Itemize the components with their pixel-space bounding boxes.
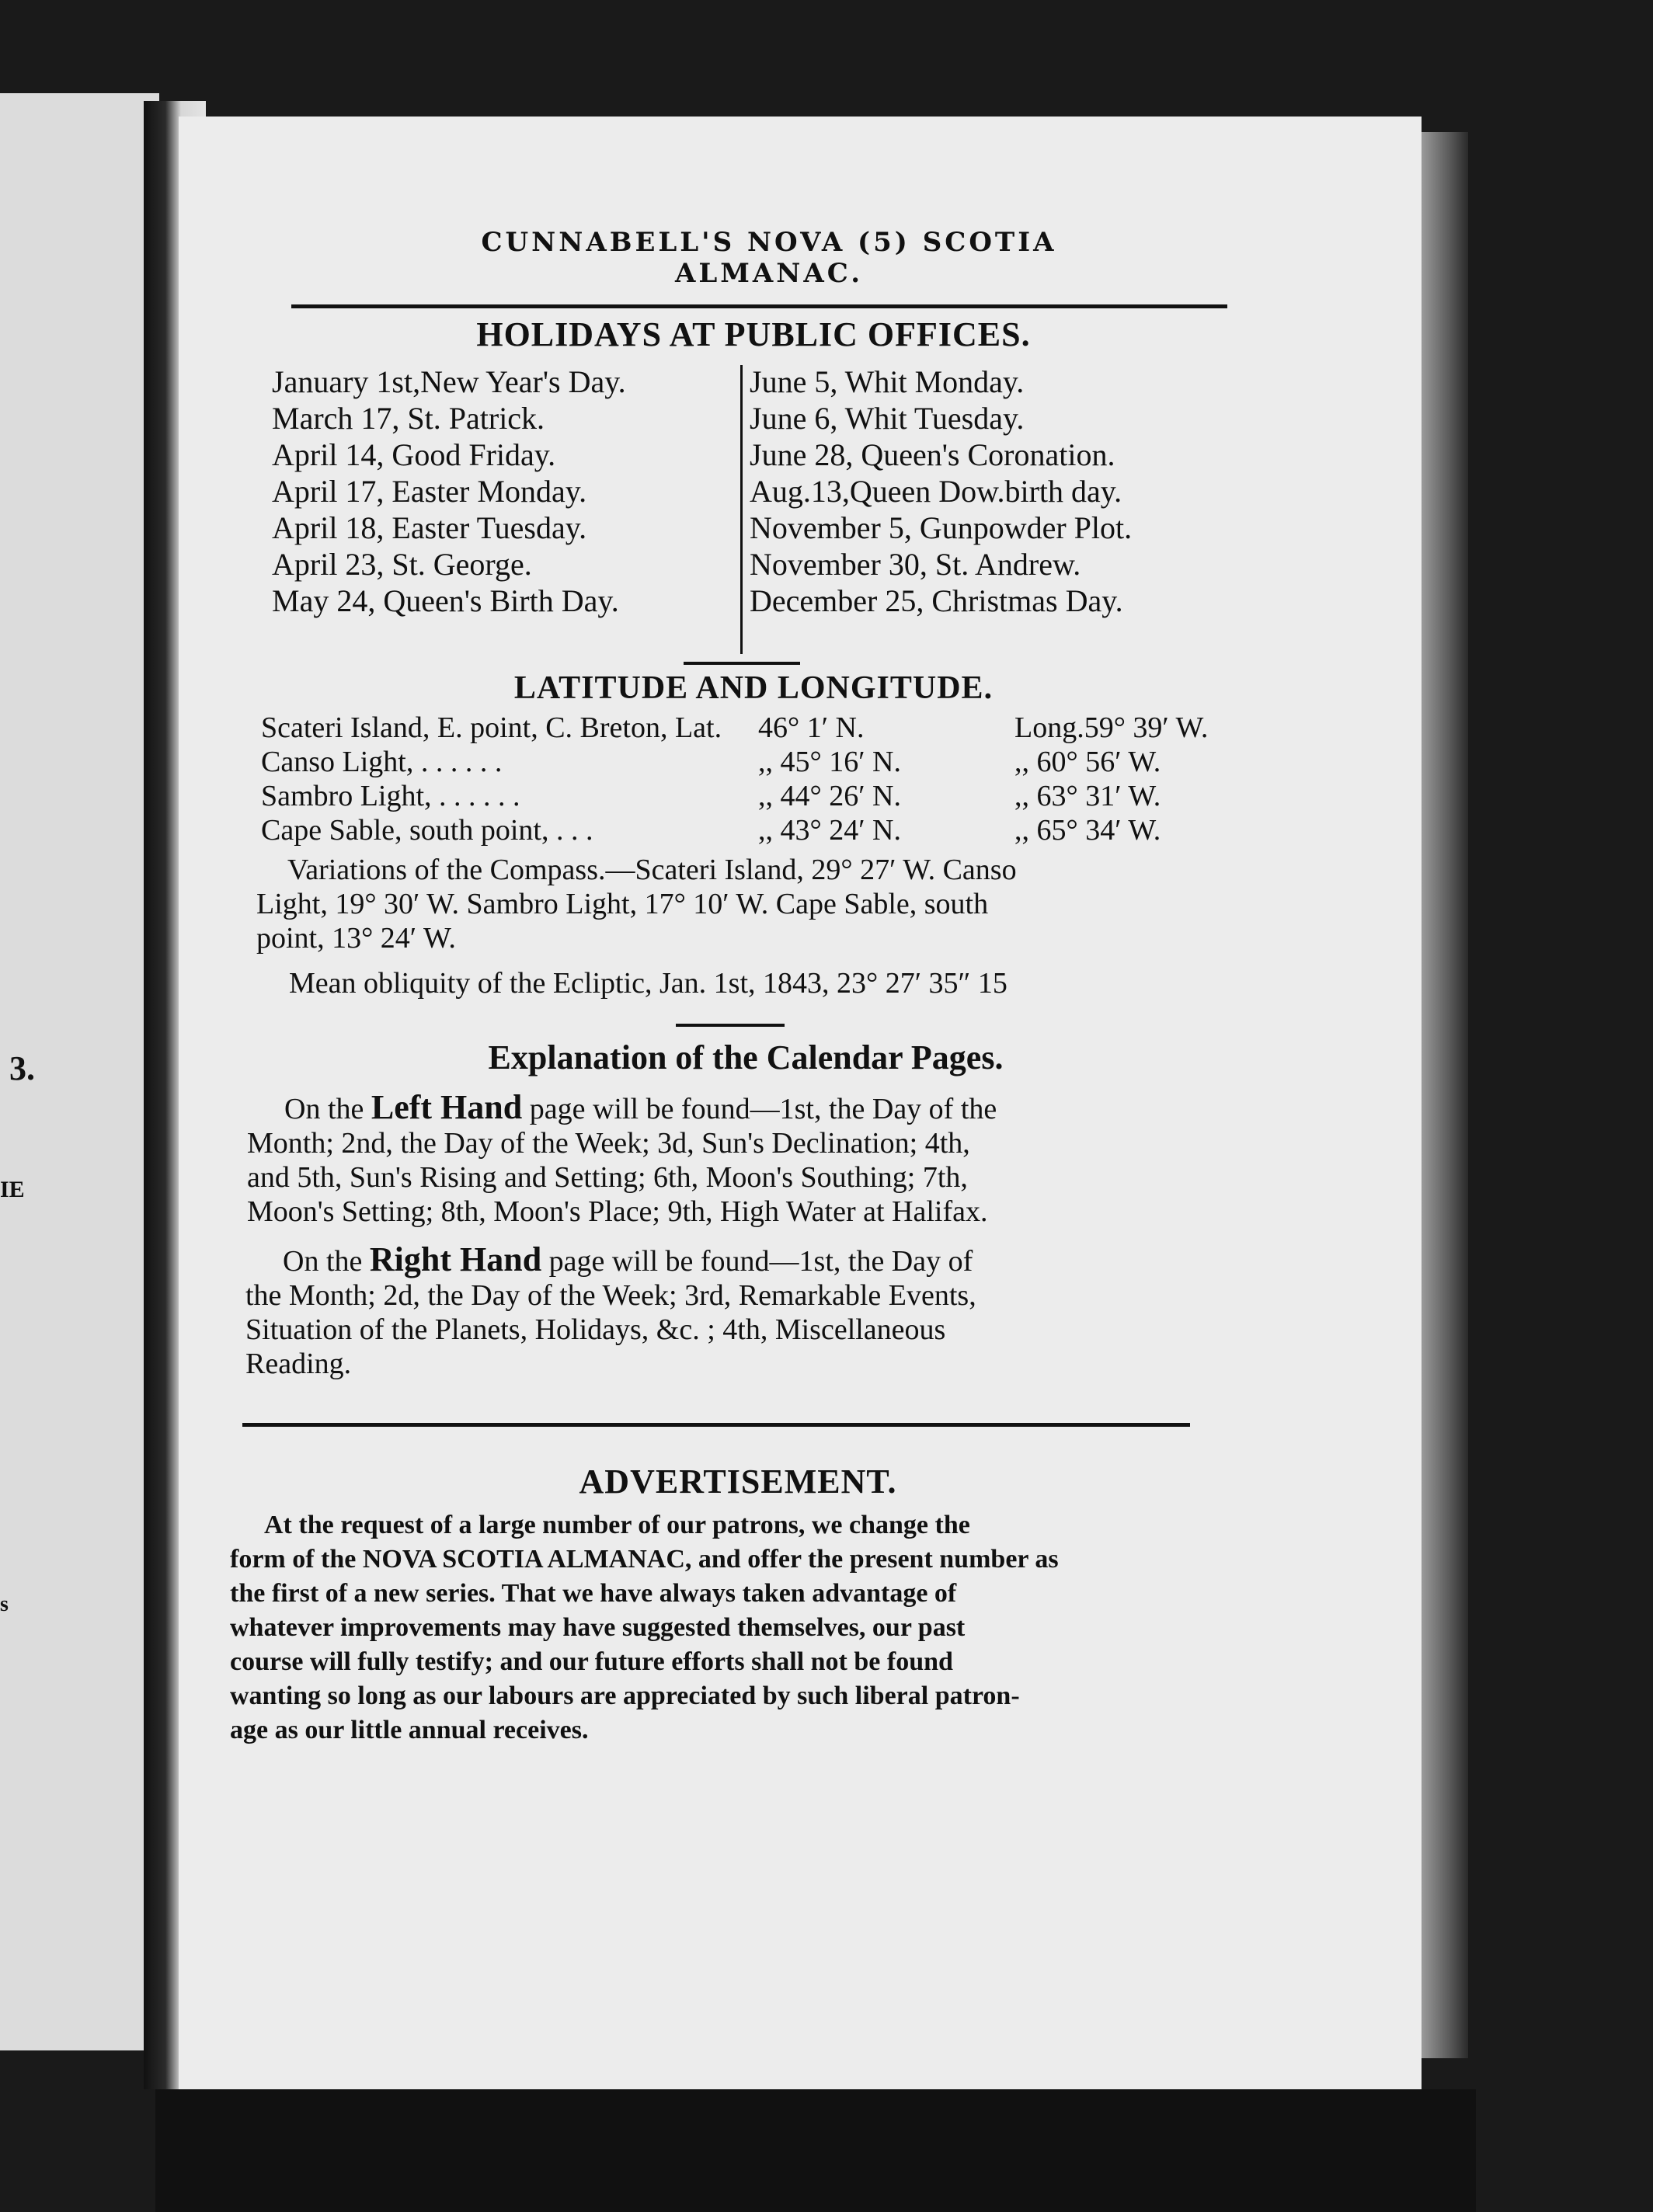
latlong-row	[261, 813, 1232, 847]
left-page-fragment	[0, 93, 159, 2050]
holiday-entry: April 17, Easter Monday.	[272, 474, 587, 509]
holiday-entry: March 17, St. Patrick.	[272, 401, 545, 436]
advert-line: whatever improvements may have suggested themselves, our past	[230, 1613, 966, 1642]
compass-variations	[256, 853, 1235, 955]
holiday-entry: May 24, Queen's Birth Day.	[272, 583, 619, 618]
section-divider	[684, 662, 800, 665]
explanation-text: On the	[283, 1245, 363, 1278]
advert-line: the first of a new series. That we have always taken advantage of	[230, 1579, 957, 1608]
latlong-title: LATITUDE AND LONGITUDE.	[513, 670, 994, 706]
section-divider	[676, 1024, 785, 1027]
latlong-table	[261, 711, 1232, 847]
explanation-text: On the	[284, 1093, 364, 1125]
explanation-line: and 5th, Sun's Rising and Setting; 6th, Moon's Southing; 7th,	[247, 1161, 968, 1194]
latlong-place: Sambro Light, . . . . . .	[261, 780, 520, 812]
holidays-right-column	[750, 363, 1132, 619]
holidays-title: HOLIDAYS AT PUBLIC OFFICES.	[476, 315, 1031, 353]
explanation-text: page will be found—1st, the Day of	[548, 1245, 973, 1278]
explanation-line: the Month; 2d, the Day of the Week; 3rd, Remarkable Events,	[245, 1279, 976, 1312]
advert-rule	[242, 1423, 1190, 1427]
explanation-left-hand	[247, 1090, 1226, 1229]
latlong-row	[261, 779, 1232, 813]
holiday-entry: June 6, Whit Tuesday.	[750, 401, 1025, 436]
holidays-left-column	[272, 363, 626, 619]
explanation-line: Reading.	[245, 1348, 352, 1380]
column-divider	[740, 365, 743, 654]
explanation-line: Situation of the Planets, Holidays, &c. ; 4th, Miscellaneous	[245, 1313, 946, 1346]
variations-line: Light, 19° 30′ W. Sambro Light, 17° 10′ W. Cape Sable, south	[256, 888, 989, 920]
holiday-entry: June 5, Whit Monday.	[750, 364, 1025, 399]
advert-line: wanting so long as our labours are appreciated by such liberal patron-	[230, 1682, 1020, 1710]
latlong-place: Cape Sable, south point, . . .	[261, 814, 593, 847]
advertisement-title: ADVERTISEMENT.	[579, 1462, 897, 1501]
advertisement-body	[230, 1508, 1209, 1748]
holiday-entry: April 14, Good Friday.	[272, 437, 556, 472]
holiday-entry: January 1st,New Year's Day.	[272, 364, 626, 399]
latlong-place: Scateri Island, E. point, C. Breton, Lat.	[261, 711, 722, 744]
latlong-longitude: Long.59° 39′ W.	[1014, 711, 1209, 744]
left-page-mark: 3.	[9, 1049, 35, 1087]
latlong-longitude: ,, 65° 34′ W.	[1014, 814, 1161, 847]
latlong-latitude: ,, 45° 16′ N.	[758, 746, 901, 778]
holidays-table	[272, 363, 1227, 657]
holiday-entry: June 28, Queen's Coronation.	[750, 437, 1115, 472]
page-edge	[1422, 132, 1468, 2058]
advert-line: age as our little annual receives.	[230, 1716, 589, 1744]
left-page-mark: IE	[0, 1177, 25, 1202]
holiday-entry: December 25, Christmas Day.	[750, 583, 1123, 618]
explanation-title: Explanation of the Calendar Pages.	[488, 1038, 1004, 1076]
bottom-shadow	[155, 2089, 1476, 2212]
ecliptic-obliquity: Mean obliquity of the Ecliptic, Jan. 1st, 1843, 23° 27′ 35″ 15	[289, 967, 1007, 1000]
advert-line: At the request of a large number of our patrons, we change the	[264, 1511, 970, 1539]
explanation-line: Moon's Setting; 8th, Moon's Place; 9th, High Water at Halifax.	[247, 1195, 988, 1228]
left-hand-heading: Left Hand	[371, 1088, 523, 1126]
running-head: CUNNABELL'S NOVA (5) SCOTIA ALMANAC.	[481, 227, 1057, 289]
explanation-text: page will be found—1st, the Day of the	[529, 1093, 997, 1125]
advert-line: course will fully testify; and our future efforts shall not be found	[230, 1647, 953, 1676]
holiday-entry: Aug.13,Queen Dow.birth day.	[750, 474, 1122, 509]
holiday-entry: November 30, St. Andrew.	[750, 547, 1081, 582]
latlong-latitude: ,, 44° 26′ N.	[758, 780, 901, 812]
explanation-right-hand	[245, 1240, 1224, 1381]
latlong-row	[261, 711, 1232, 745]
holiday-entry: April 18, Easter Tuesday.	[272, 510, 587, 545]
holiday-entry: November 5, Gunpowder Plot.	[750, 510, 1133, 545]
left-page-mark: s	[0, 1592, 9, 1616]
right-hand-heading: Right Hand	[369, 1240, 542, 1278]
latlong-longitude: ,, 60° 56′ W.	[1014, 746, 1161, 778]
latlong-latitude: ,, 43° 24′ N.	[758, 814, 901, 847]
latlong-longitude: ,, 63° 31′ W.	[1014, 780, 1161, 812]
variations-line: point, 13° 24′ W.	[256, 922, 456, 955]
holiday-entry: April 23, St. George.	[272, 547, 532, 582]
variations-line: Variations of the Compass.—Scateri Island, 29° 27′ W. Canso	[287, 854, 1017, 886]
latlong-place: Canso Light, . . . . . .	[261, 746, 503, 778]
latlong-row	[261, 745, 1232, 779]
advert-line: form of the NOVA SCOTIA ALMANAC, and offer the present number as	[230, 1545, 1059, 1574]
latlong-latitude: 46° 1′ N.	[758, 711, 865, 744]
explanation-line: Month; 2nd, the Day of the Week; 3d, Sun's Declination; 4th,	[247, 1127, 970, 1160]
head-rule	[291, 304, 1227, 308]
